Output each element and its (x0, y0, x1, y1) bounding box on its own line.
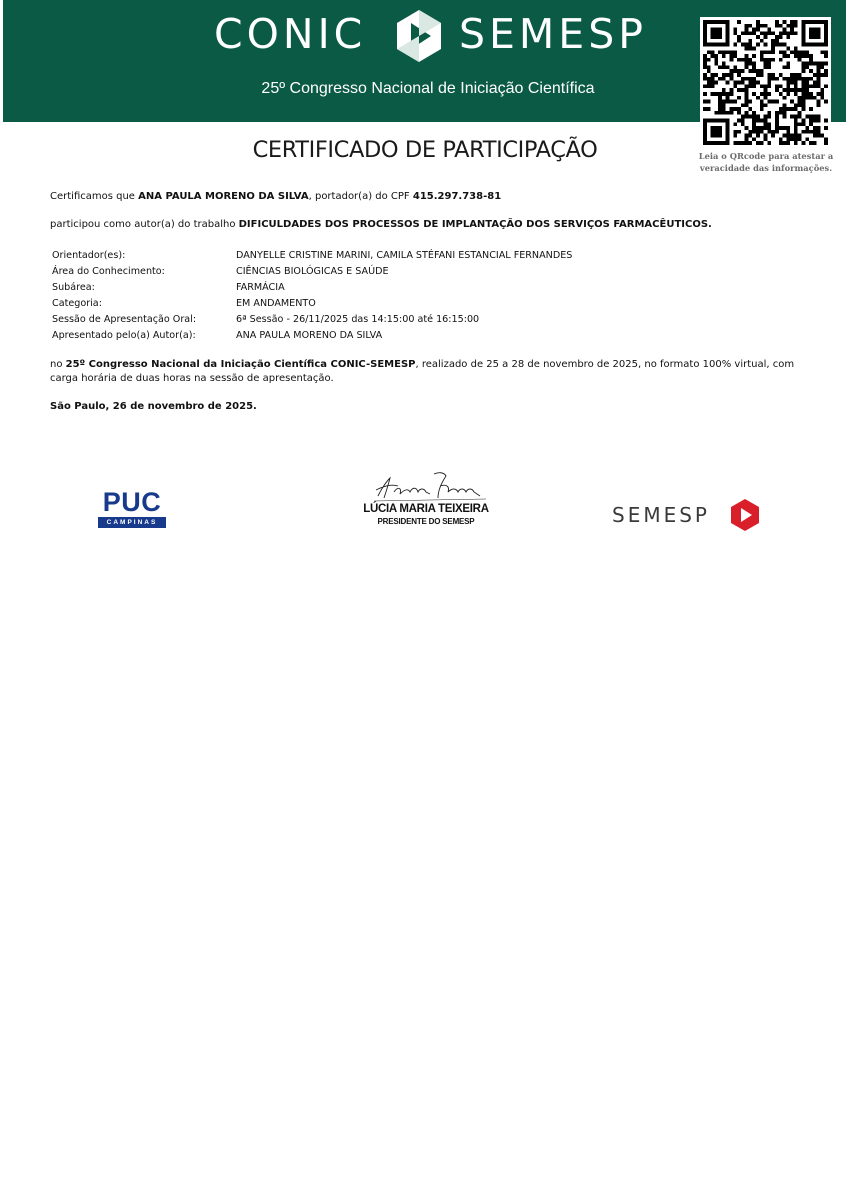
event-paragraph (50, 358, 802, 386)
cpf-number: 415.297.738-81 (412, 191, 502, 202)
detail-value: EM ANDAMENTO (236, 298, 316, 309)
signer-role: PRESIDENTE DO SEMESP (377, 517, 475, 526)
participant-name: ANA PAULA MORENO DA SILVA (138, 191, 309, 202)
text-prefix: Certificamos que (50, 191, 139, 202)
place-date: São Paulo, 26 de novembro de 2025. (50, 401, 257, 412)
details-row (52, 280, 752, 296)
puc-campinas-logo (98, 487, 166, 529)
detail-label: Categoria: (52, 298, 102, 309)
qr-code-icon (703, 20, 828, 145)
work-line (50, 218, 800, 232)
details-row (52, 328, 752, 344)
text-middle: , portador(a) do CPF (308, 191, 413, 202)
congress-subtitle: 25º Congresso Nacional de Iniciação Científica (261, 80, 595, 97)
details-table (52, 248, 752, 344)
brand-left: CONIC (214, 10, 367, 58)
detail-value: CIÊNCIAS BIOLÓGICAS E SAÚDE (236, 266, 389, 277)
detail-value: ANA PAULA MORENO DA SILVA (236, 330, 383, 341)
details-row (52, 296, 752, 312)
text-prefix: no (50, 359, 66, 370)
details-row (52, 264, 752, 280)
text-suffix: , realizado de 25 a 28 de novembro de 2025, no formato 100% virtual, com carga horária de duas horas na sessão de apresentação. (50, 359, 795, 384)
puc-logo-subtext: CAMPINAS (98, 517, 166, 528)
signer-name: LÚCIA MARIA TEIXEIRA (363, 503, 489, 515)
text-prefix: participou como autor(a) do trabalho (50, 219, 239, 230)
handwritten-signature-icon (368, 466, 488, 506)
semesp-logo (612, 498, 762, 534)
puc-logo-text: PUC (102, 487, 162, 517)
detail-value: 6ª Sessão - 26/11/2025 das 14:15:00 até 16:15:00 (236, 314, 480, 325)
detail-label: Apresentado pelo(a) Autor(a): (52, 330, 196, 341)
work-title: DIFICULDADES DOS PROCESSOS DE IMPLANTAÇÃO DOS SERVIÇOS FARMACÊUTICOS. (238, 219, 712, 230)
detail-label: Sessão de Apresentação Oral: (52, 314, 197, 325)
brand-right: SEMESP (459, 10, 647, 58)
event-name: 25º Congresso Nacional da Iniciação Científica CONIC-SEMESP (65, 359, 416, 370)
detail-value: FARMÁCIA (236, 282, 285, 293)
semesp-logo-text: SEMESP (612, 503, 710, 527)
semesp-play-icon (730, 498, 760, 532)
qr-caption: Leia o QRcode para atestar a veracidade das informações. (698, 151, 834, 173)
detail-label: Subárea: (52, 282, 95, 293)
detail-label: Área do Conhecimento: (52, 266, 165, 277)
detail-label: Orientador(es): (52, 250, 126, 261)
details-row (52, 312, 752, 328)
certification-line (50, 190, 800, 204)
detail-value: DANYELLE CRISTINE MARINI, CAMILA STÉFANI ESTANCIAL FERNANDES (236, 250, 573, 261)
signature-block (360, 466, 492, 528)
details-row (52, 248, 752, 264)
conic-play-logo-icon (395, 9, 443, 63)
qr-code (700, 17, 831, 148)
certificate-title: CERTIFICADO DE PARTICIPAÇÃO (252, 137, 598, 163)
